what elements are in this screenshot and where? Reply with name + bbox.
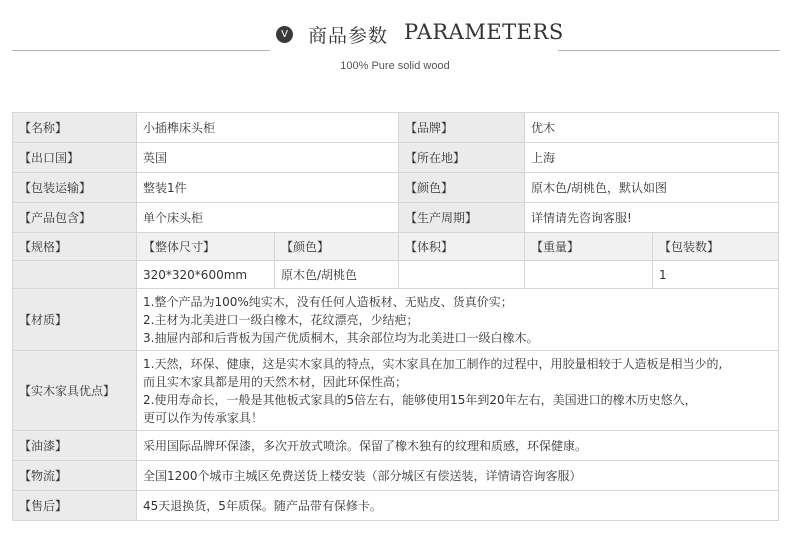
parameters-table [12, 112, 779, 521]
header-subtitle: 100% Pure solid wood [340, 60, 450, 72]
spec-label: 【规格】 [13, 233, 137, 261]
table-row [13, 431, 779, 461]
origin-value: 英国 [137, 143, 399, 173]
spec-header-size: 【整体尺寸】 [137, 233, 275, 261]
spec-value-row [13, 261, 779, 289]
logistics-label: 【物流】 [13, 461, 137, 491]
advantages-line: 1.天然，环保、健康，这是实木家具的特点，实木家具在加工制作的过程中，用胶量相较于人造板是相当少的, [143, 356, 723, 371]
advantages-value [137, 351, 779, 431]
name-label: 【名称】 [13, 113, 137, 143]
includes-value: 单个床头柜 [137, 203, 399, 233]
aftersale-label: 【售后】 [13, 491, 137, 521]
aftersale-value: 45天退换货，5年质保。随产品带有保修卡。 [137, 491, 779, 521]
table-row [13, 491, 779, 521]
header-title-en: PARAMETERS [404, 20, 564, 44]
advantages-line: 2.使用寿命长，一般是其他板式家具的5倍左右，能够使用15年到20年左右，美国进口的橡木历史悠久， [143, 392, 697, 407]
name-value: 小插榫床头柜 [137, 113, 399, 143]
spec-header-weight: 【重量】 [525, 233, 653, 261]
header-rule-left [12, 50, 270, 51]
cycle-value: 详情请先咨询客服! [525, 203, 779, 233]
spec-value-color: 原木色/胡桃色 [275, 261, 399, 289]
table-row [13, 289, 779, 351]
material-line: 1.整个产品为100%纯实木，没有任何人造板材、无贴皮、货真价实； [143, 294, 513, 309]
spec-value-weight [525, 261, 653, 289]
cycle-label: 【生产周期】 [399, 203, 525, 233]
location-label: 【所在地】 [399, 143, 525, 173]
packaging-label: 【包装运输】 [13, 173, 137, 203]
table-row [13, 203, 779, 233]
brand-label: 【品牌】 [399, 113, 525, 143]
material-value [137, 289, 779, 351]
material-label: 【材质】 [13, 289, 137, 351]
spec-value-quantity: 1 [653, 261, 779, 289]
spec-value-size: 320*320*600mm [137, 261, 275, 289]
material-line: 3.抽屉内部和后背板为国产优质桐木，其余部位均为北美进口一级白橡木。 [143, 330, 539, 345]
paint-value: 采用国际品牌环保漆，多次开放式喷涂。保留了橡木独有的纹理和质感，环保健康。 [137, 431, 779, 461]
spec-header-row [13, 233, 779, 261]
logistics-value: 全国1200个城市主城区免费送货上楼安装（部分城区有偿送装，详情请咨询客服） [137, 461, 779, 491]
parameters-header [0, 0, 790, 90]
advantages-line: 而且实木家具都是用的天然木材，因此环保性高； [143, 374, 408, 389]
table-row [13, 461, 779, 491]
packaging-value: 整装1件 [137, 173, 399, 203]
color-label: 【颜色】 [399, 173, 525, 203]
spec-empty-cell [13, 261, 137, 289]
table-row [13, 113, 779, 143]
header-title-cn: 商品参数 [308, 25, 389, 47]
color-value: 原木色/胡桃色，默认如图 [525, 173, 779, 203]
brand-value: 优木 [525, 113, 779, 143]
header-rule-right [558, 50, 780, 51]
advantages-label: 【实木家具优点】 [13, 351, 137, 431]
origin-label: 【出口国】 [13, 143, 137, 173]
table-row [13, 351, 779, 431]
spec-header-quantity: 【包装数】 [653, 233, 779, 261]
spec-value-volume [399, 261, 525, 289]
v-badge-icon: V [276, 26, 293, 43]
paint-label: 【油漆】 [13, 431, 137, 461]
material-line: 2.主材为北美进口一级白橡木，花纹漂亮，少结疤； [143, 312, 419, 327]
includes-label: 【产品包含】 [13, 203, 137, 233]
advantages-line: 更可以作为传承家具！ [143, 410, 264, 425]
location-value: 上海 [525, 143, 779, 173]
spec-header-volume: 【体积】 [399, 233, 525, 261]
table-row [13, 143, 779, 173]
spec-header-color: 【颜色】 [275, 233, 399, 261]
table-row [13, 173, 779, 203]
